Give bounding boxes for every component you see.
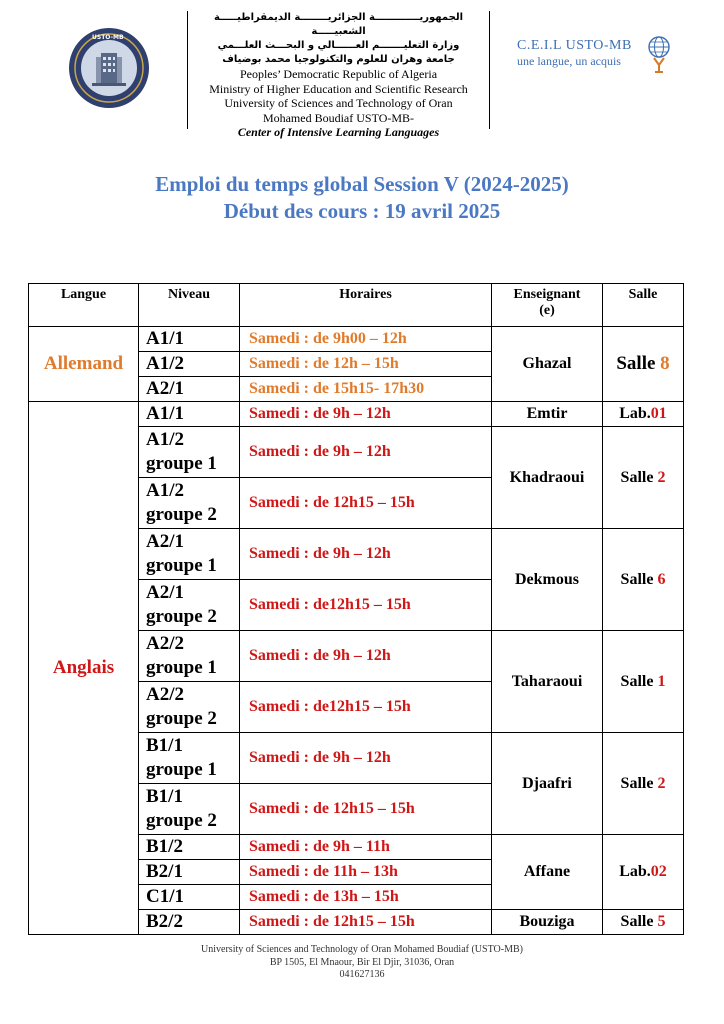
header-divider-right <box>489 11 490 129</box>
room-cell <box>603 427 684 529</box>
arabic-line-1: الجمهوريـــــــــــــة الجزائريــــــــة الديمقراطيـــــة الشعبيـــــة <box>213 12 464 37</box>
page-subtitle: Début des cours : 19 avril 2025 <box>223 199 501 223</box>
english-line-3: University of Sciences and Technology of Oran <box>224 96 453 111</box>
time-cell: Samedi : de 9h – 12h <box>240 427 492 478</box>
time-cell: Samedi : de 9h – 11h <box>240 835 492 860</box>
time-cell: Samedi : de 12h15 – 15h <box>240 910 492 935</box>
room-label: Salle <box>620 570 658 588</box>
footer-line-2: BP 1505, El Mnaour, Bir El Djir, 31036, Oran <box>269 956 455 968</box>
time-cell: Samedi : de 12h – 15h <box>240 352 492 377</box>
level-cell: A2/1 <box>139 377 240 402</box>
level-cell: A2/2 groupe 2 <box>139 682 240 733</box>
room-label: Salle <box>620 774 658 792</box>
arabic-line-3: جامعة وهران للعلوم والتكنولوجيا محمد بوضياف <box>222 54 455 65</box>
level-cell: A1/2 <box>139 352 240 377</box>
page-footer <box>0 944 724 982</box>
level-cell: A1/1 <box>139 402 240 427</box>
room-number: 5 <box>657 913 666 930</box>
schedule-table <box>28 283 684 935</box>
language-cell: Allemand <box>29 327 139 402</box>
room-number: 02 <box>650 863 667 880</box>
level-cell: A2/1 groupe 2 <box>139 580 240 631</box>
level-cell: B1/1 groupe 1 <box>139 733 240 784</box>
room-cell <box>603 835 684 910</box>
institution-header <box>188 11 489 140</box>
level-cell: C1/1 <box>139 885 240 910</box>
teacher-cell: Djaafri <box>492 733 603 835</box>
room-number: 8 <box>660 353 670 374</box>
table-header-row <box>29 284 684 327</box>
time-cell: Samedi : de 9h – 12h <box>240 631 492 682</box>
level-cell: A1/2 groupe 2 <box>139 478 240 529</box>
level-cell: A1/2 groupe 1 <box>139 427 240 478</box>
room-number: 2 <box>657 774 666 792</box>
footer-line-1: University of Sciences and Technology of Oran Mohamed Boudiaf (USTO-MB) <box>201 944 523 955</box>
time-cell: Samedi : de 9h – 12h <box>240 402 492 427</box>
header-niveau: Niveau <box>139 284 240 327</box>
level-cell: A2/2 groupe 1 <box>139 631 240 682</box>
room-cell <box>603 327 684 402</box>
room-label: Salle <box>620 913 658 930</box>
header-enseignant-line1: Enseignant <box>513 287 581 302</box>
time-cell: Samedi : de 13h – 15h <box>240 885 492 910</box>
teacher-cell: Taharaoui <box>492 631 603 733</box>
teacher-cell: Bouziga <box>492 910 603 935</box>
center-name: Center of Intensive Learning Languages <box>237 125 440 140</box>
room-cell <box>603 910 684 935</box>
teacher-cell: Dekmous <box>492 529 603 631</box>
room-number: 6 <box>657 570 666 588</box>
room-number: 2 <box>657 468 666 486</box>
time-cell: Samedi : de 15h15- 17h30 <box>240 377 492 402</box>
room-number: 1 <box>657 672 666 690</box>
time-cell: Samedi : de 9h – 12h <box>240 733 492 784</box>
time-cell: Samedi : de 9h00 – 12h <box>240 327 492 352</box>
english-line-4: Mohamed Boudiaf USTO-MB- <box>262 110 415 125</box>
level-cell: B2/1 <box>139 860 240 885</box>
english-line-2: Ministry of Higher Education and Scientific Research <box>209 81 468 96</box>
arabic-line-2: وزارة التعليـــــــم العــــــالي و البحـــث العلـــمي <box>217 40 460 51</box>
time-cell: Samedi : de12h15 – 15h <box>240 580 492 631</box>
page-title: Emploi du temps global Session V (2024-2025) <box>155 172 569 196</box>
footer-line-3: 041627136 <box>339 969 385 980</box>
room-label: Salle <box>620 468 658 486</box>
room-label: Lab. <box>619 863 651 880</box>
time-cell: Samedi : de 9h – 12h <box>240 529 492 580</box>
time-cell: Samedi : de 11h – 13h <box>240 860 492 885</box>
globe-atlas-icon <box>645 35 673 75</box>
table-row <box>29 402 684 427</box>
level-cell: B1/1 groupe 2 <box>139 784 240 835</box>
header-enseignant-line2: (e) <box>539 303 555 318</box>
header-horaires: Horaires <box>240 284 492 327</box>
teacher-cell: Emtir <box>492 402 603 427</box>
header-langue: Langue <box>29 284 139 327</box>
time-cell: Samedi : de 12h15 – 15h <box>240 784 492 835</box>
room-cell <box>603 402 684 427</box>
room-cell <box>603 733 684 835</box>
ceil-brand-name: C.E.I.L USTO-MB <box>517 38 632 53</box>
level-cell: A2/1 groupe 1 <box>139 529 240 580</box>
room-cell <box>603 529 684 631</box>
room-label: Salle <box>616 353 656 374</box>
level-cell: B1/2 <box>139 835 240 860</box>
teacher-cell: Ghazal <box>492 327 603 402</box>
table-row <box>29 327 684 352</box>
level-cell: A1/1 <box>139 327 240 352</box>
room-label: Salle <box>620 672 658 690</box>
usto-mb-logo-text: USTO-MB <box>92 34 124 41</box>
room-label: Lab. <box>619 405 651 422</box>
ceil-slogan: une langue, un acquis <box>517 54 621 68</box>
ceil-brand <box>517 38 632 68</box>
teacher-cell: Affane <box>492 835 603 910</box>
english-line-1: Peoples’ Democratic Republic of Algeria <box>239 67 438 81</box>
time-cell: Samedi : de 12h15 – 15h <box>240 478 492 529</box>
header-enseignant <box>492 284 603 327</box>
teacher-cell: Khadraoui <box>492 427 603 529</box>
level-cell: B2/2 <box>139 910 240 935</box>
language-cell: Anglais <box>29 402 139 935</box>
header-salle: Salle <box>603 284 684 327</box>
room-number: 01 <box>650 405 667 422</box>
time-cell: Samedi : de12h15 – 15h <box>240 682 492 733</box>
room-cell <box>603 631 684 733</box>
